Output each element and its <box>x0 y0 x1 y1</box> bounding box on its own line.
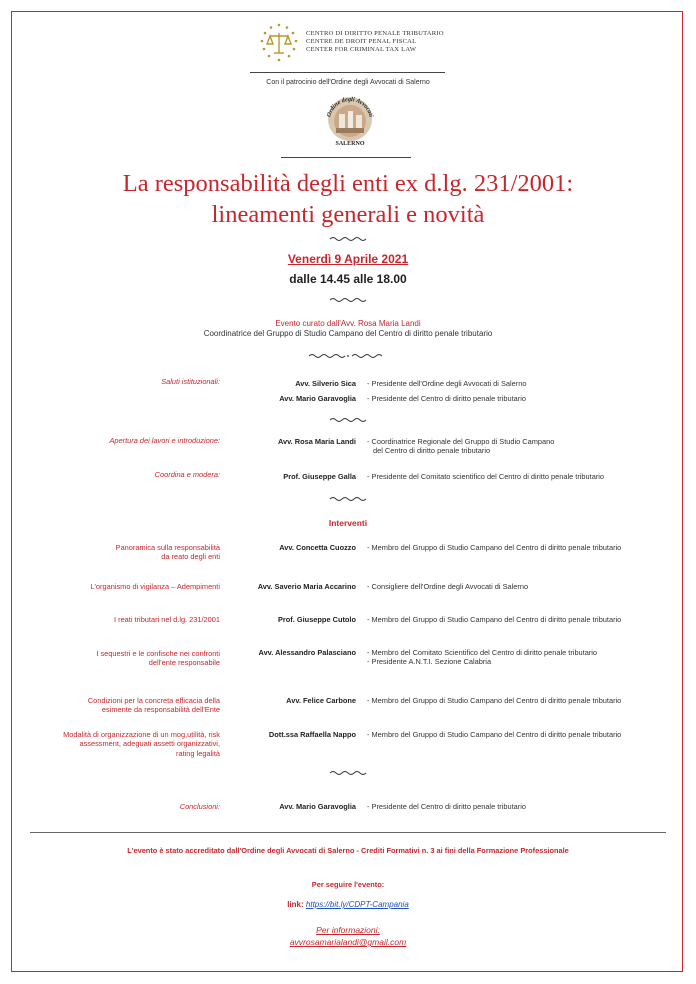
scales-of-justice-icon <box>258 22 300 64</box>
org-name <box>306 30 444 54</box>
coordina-label: Coordina e modera: <box>154 470 220 479</box>
talk-topic <box>0 696 220 715</box>
title-line-1: La responsabilità degli enti ex d.lg. 231/2001: <box>122 170 574 197</box>
talk-topic <box>0 615 220 624</box>
curated-by <box>0 319 696 339</box>
title-line-2: lineamenti generali e novità <box>211 201 485 228</box>
apertura-label: Apertura dei lavori e introduzione: <box>109 436 220 445</box>
speaker-name: Avv. Concetta Cuozzo <box>279 543 356 552</box>
speaker-role: - Membro del Gruppo di Studio Campano del Centro di diritto penale tributario <box>367 730 622 739</box>
seal-top-text: Ordine degli Avvocati <box>325 95 375 118</box>
footer-divider <box>30 832 666 833</box>
speaker-role-line: del Centro di diritto penale tributario <box>373 446 491 456</box>
patronage-text: Con il patrocinio dell'Ordine degli Avvocati di Salerno <box>266 79 430 86</box>
speaker-role-line: - Membro del Comitato Scientifico del Centro di diritto penale tributario <box>367 648 598 657</box>
talk-topic <box>0 649 220 668</box>
speaker-name: Avv. Saverio Maria Accarino <box>257 582 356 591</box>
speaker-role: - Presidente del Comitato scientifico del Centro di diritto penale tributario <box>367 472 605 481</box>
speaker-name: Dott.ssa Raffaella Nappo <box>268 730 356 739</box>
speaker-name: Avv. Rosa Maria Landi <box>277 437 356 446</box>
speaker-role: - Consigliere dell'Ordine degli Avvocati di Salerno <box>367 582 529 591</box>
interventi-heading: Interventi <box>328 518 368 528</box>
org-name-fr: CENTRE DE DROIT PENAL FISCAL <box>306 38 417 45</box>
conclusioni-label: Conclusioni: <box>179 802 220 811</box>
event-time: dalle 14.45 alle 18.00 <box>289 272 407 286</box>
speaker-name: Avv. Mario Garavoglia <box>279 394 356 403</box>
speaker-name: Avv. Silverio Sica <box>295 379 356 388</box>
speaker-role: - Membro del Gruppo di Studio Campano del Centro di diritto penale tributario <box>367 543 622 552</box>
squiggle-divider-icon <box>0 295 696 305</box>
accreditation-text: L'evento è stato accreditato dall'Ordine degli Avvocati di Salerno - Crediti Formativi n. 3 ai fini della Formazione Professionale <box>127 846 569 855</box>
curated-by-role: Coordinatrice del Gruppo di Studio Campano del Centro di diritto penale tributario <box>203 329 493 338</box>
speaker-role: - Presidente del Centro di diritto penale tributario <box>367 802 526 811</box>
saluti-label: Saluti istituzionali: <box>161 377 220 386</box>
event-date <box>0 252 696 266</box>
curated-by-name: Evento curato dall'Avv. Rosa Maria Landi <box>275 319 421 328</box>
link-label: link: <box>287 900 304 909</box>
squiggle-divider-icon <box>0 351 696 361</box>
talk-topic <box>0 730 220 758</box>
page-border <box>11 11 683 972</box>
talk-topic-line: Panoramica sulla responsabilità <box>115 543 220 552</box>
link-row <box>0 900 696 909</box>
seal-bottom-text: SALERNO <box>335 141 365 147</box>
squiggle-divider-icon <box>0 415 696 425</box>
talk-topic-line: da reato degli enti <box>161 552 220 562</box>
speaker-role <box>367 648 667 667</box>
talk-topic <box>0 543 220 562</box>
squiggle-divider-icon <box>0 768 696 778</box>
speaker-role: - Presidente del Centro di diritto penale tributario <box>367 394 526 403</box>
follow-label: Per seguire l'evento: <box>311 880 385 889</box>
squiggle-divider-icon <box>0 494 696 504</box>
org-name-en: CENTER FOR CRIMINAL TAX LAW <box>306 46 417 53</box>
speaker-role: - Presidente dell'Ordine degli Avvocati di Salerno <box>367 379 527 388</box>
speaker-role-line: - Coordinatrice Regionale del Gruppo di Studio Campano <box>367 437 555 446</box>
event-title <box>40 168 656 230</box>
talk-topic-line: rating legalità <box>176 748 220 758</box>
speaker-role <box>367 437 667 456</box>
speaker-role-line: - Presidente A.N.T.I. Sezione Calabria <box>367 657 492 667</box>
contact-email-link[interactable]: avvrosamarialandi@gmail.com <box>289 937 407 947</box>
ordine-avvocati-seal-icon <box>322 91 378 147</box>
talk-topic-line: I sequestri e le confische nei confronti <box>96 649 220 658</box>
info-label: Per informazioni: <box>316 925 380 935</box>
talk-topic-line: L'organismo di vigilanza – Adempimenti <box>90 582 220 591</box>
speaker-role: - Membro del Gruppo di Studio Campano del Centro di diritto penale tributario <box>367 696 622 705</box>
talk-topic-line: I reati tributari nel d.lg. 231/2001 <box>114 615 220 624</box>
speaker-role: - Membro del Gruppo di Studio Campano del Centro di diritto penale tributario <box>367 615 622 624</box>
talk-topic-line: assessment, adeguati assetti organizzativi, <box>79 739 220 749</box>
talk-topic-line: esimente da responsabilità dell'Ente <box>101 705 220 715</box>
talk-topic-line: Modalità di organizzazione di un mog,utilità, risk <box>63 730 220 739</box>
speaker-name: Avv. Alessandro Palasciano <box>258 648 356 657</box>
logo-divider <box>281 157 411 158</box>
squiggle-divider-icon <box>0 234 696 244</box>
talk-topic <box>0 582 220 591</box>
talk-topic-line: Condizioni per la concreta efficacia della <box>87 696 220 705</box>
event-link[interactable]: https://bit.ly/CDPT-Campania <box>305 900 409 909</box>
event-date-text: Venerdì 9 Aprile 2021 <box>287 252 409 266</box>
org-name-it: CENTRO DI DIRITTO PENALE TRIBUTARIO <box>306 30 444 37</box>
talk-topic-line: dell'ente responsabile <box>148 658 220 668</box>
speaker-name: Avv. Felice Carbone <box>286 696 356 705</box>
speaker-name: Prof. Giuseppe Cutolo <box>277 615 356 624</box>
speaker-name: Avv. Mario Garavoglia <box>279 802 356 811</box>
speaker-name: Prof. Giuseppe Galla <box>283 472 356 481</box>
header-divider <box>250 72 445 73</box>
